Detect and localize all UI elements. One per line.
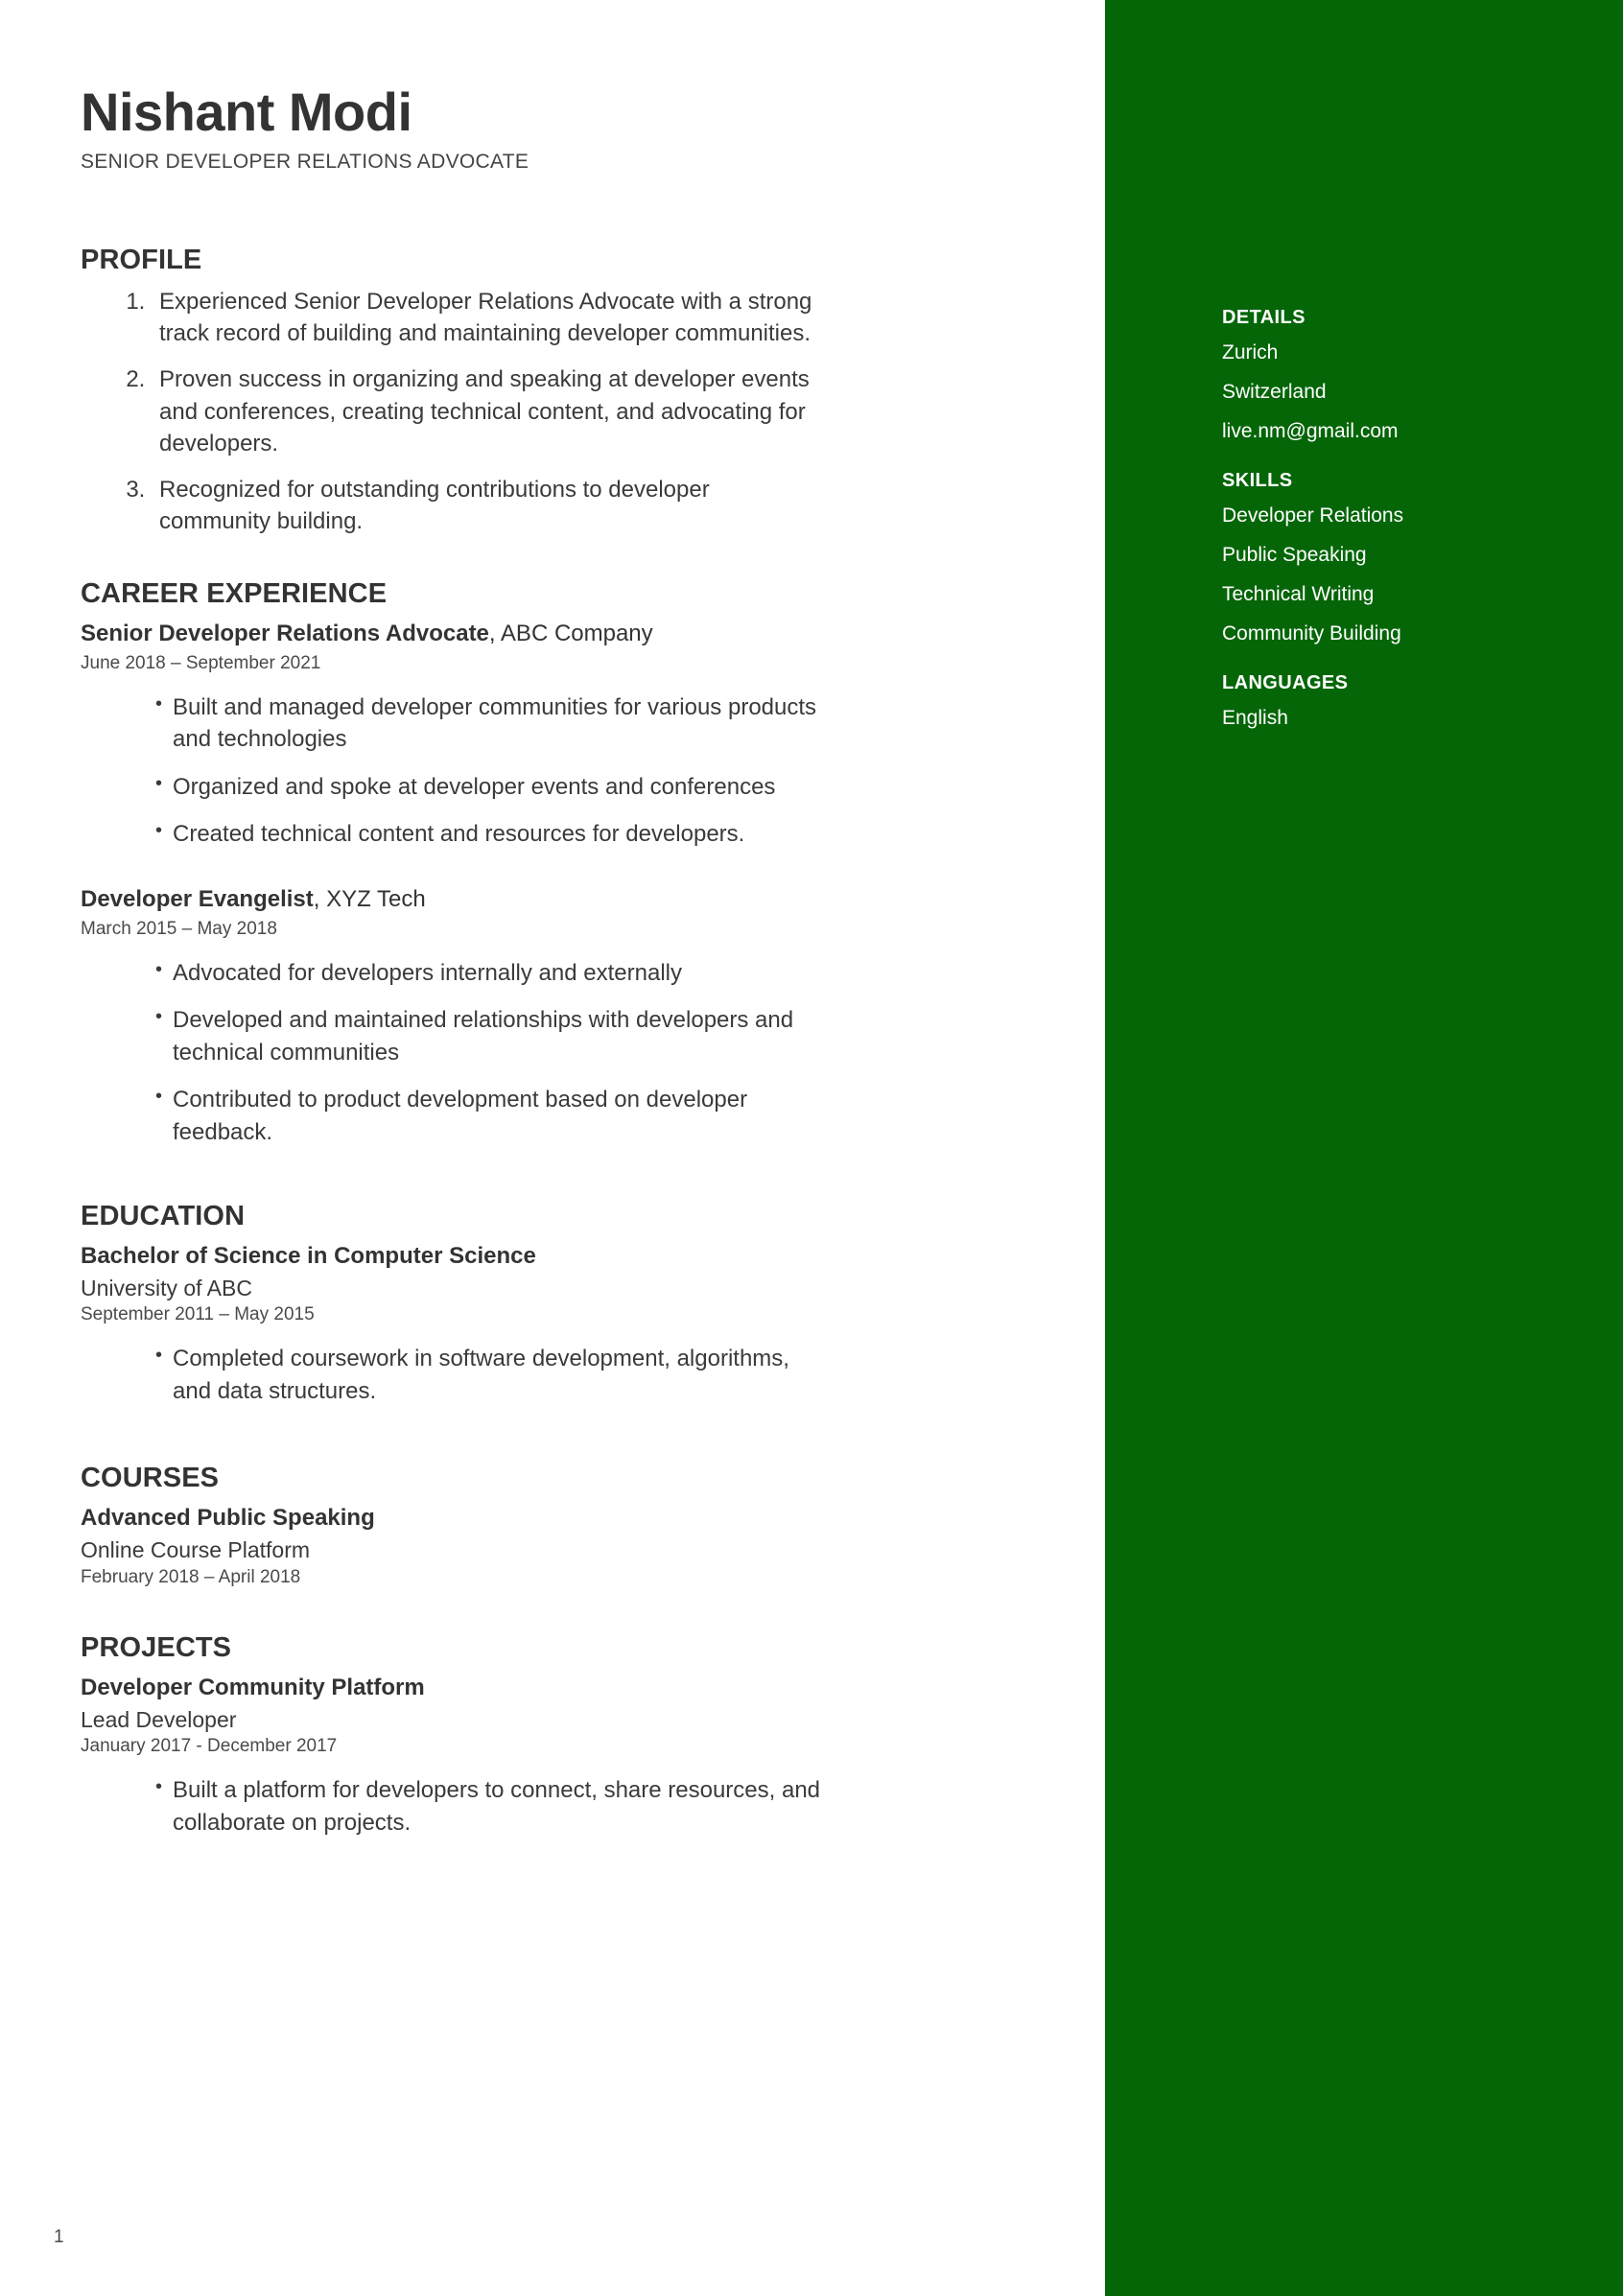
- course-provider: Online Course Platform: [81, 1537, 311, 1563]
- sidebar-heading-skills: SKILLS: [1222, 470, 1293, 491]
- skill-item: Developer Relations: [1222, 504, 1404, 527]
- skill-item: Public Speaking: [1222, 544, 1367, 566]
- job-company: ABC Company: [500, 620, 653, 646]
- section-title-education: EDUCATION: [81, 1200, 246, 1231]
- project-dates: January 2017 - December 2017: [81, 1736, 338, 1757]
- section-title-projects: PROJECTS: [81, 1631, 232, 1663]
- institution-name: University of ABC: [81, 1275, 252, 1300]
- job-title-line: [81, 885, 1105, 914]
- education-entry: [81, 1242, 1105, 1408]
- profile-list: [81, 286, 823, 538]
- list-item: • Created technical content and resources for developers.: [155, 818, 827, 851]
- job-company: XYZ Tech: [326, 886, 426, 913]
- list-item: 3. Recognized for outstanding contributions to developer community building.: [152, 474, 823, 538]
- list-item: 2. Proven success in organizing and speaking at developer events and conferences, creating technical content, and advocating for developers.: [152, 363, 823, 460]
- project-bullets: [81, 1774, 827, 1839]
- course-dates: February 2018 – April 2018: [81, 1567, 301, 1588]
- section-title-career: CAREER EXPERIENCE: [81, 577, 388, 609]
- list-item: • Built and managed developer communities for various products and technologies: [155, 691, 827, 756]
- job-separator: ,: [488, 620, 501, 646]
- list-item: • Built a platform for developers to connect, share resources, and collaborate on projects.: [155, 1774, 827, 1839]
- skill-item: Community Building: [1222, 622, 1401, 644]
- section-projects: [81, 1632, 1105, 1839]
- degree-title: Bachelor of Science in Computer Science: [81, 1242, 536, 1269]
- page-number: 1: [54, 2227, 64, 2247]
- section-career-experience: [81, 578, 1105, 1149]
- detail-country: Switzerland: [1222, 381, 1327, 403]
- sidebar: [1105, 0, 1623, 2296]
- course-entry: [81, 1504, 1105, 1589]
- project-role: Lead Developer: [81, 1706, 237, 1732]
- job-bullets: [81, 691, 827, 851]
- sidebar-section-languages: [1222, 672, 1623, 728]
- sidebar-heading-details: DETAILS: [1222, 307, 1305, 328]
- course-name: Advanced Public Speaking: [81, 1505, 375, 1532]
- section-profile: [81, 245, 1105, 538]
- list-item: • Organized and spoke at developer events and conferences: [155, 771, 827, 804]
- candidate-role: SENIOR DEVELOPER RELATIONS ADVOCATE: [81, 150, 529, 173]
- candidate-name: Nishant Modi: [81, 82, 412, 142]
- sidebar-heading-languages: LANGUAGES: [1222, 672, 1349, 693]
- job-title-line: [81, 620, 1105, 648]
- job-title: Senior Developer Relations Advocate: [81, 620, 489, 646]
- education-dates: September 2011 – May 2015: [81, 1304, 315, 1325]
- list-item: • Completed coursework in software development, algorithms, and data structures.: [155, 1343, 827, 1407]
- project-entry: [81, 1674, 1105, 1839]
- section-title-courses: COURSES: [81, 1463, 220, 1494]
- detail-email[interactable]: live.nm@gmail.com: [1222, 420, 1399, 442]
- career-entry: [81, 885, 1105, 1149]
- section-title-profile: PROFILE: [81, 244, 202, 275]
- project-name: Developer Community Platform: [81, 1674, 425, 1700]
- sidebar-section-details: [1222, 307, 1623, 441]
- sidebar-section-skills: [1222, 470, 1623, 644]
- section-courses: [81, 1463, 1105, 1589]
- section-education: [81, 1201, 1105, 1408]
- job-dates: June 2018 – September 2021: [81, 652, 321, 673]
- job-dates: March 2015 – May 2018: [81, 919, 277, 940]
- detail-city: Zurich: [1222, 341, 1279, 363]
- job-separator: ,: [313, 886, 327, 913]
- job-bullets: [81, 957, 827, 1149]
- language-item: English: [1222, 707, 1288, 729]
- skill-item: Technical Writing: [1222, 583, 1375, 605]
- list-item: • Contributed to product development based on developer feedback.: [155, 1084, 827, 1148]
- list-item: • Advocated for developers internally and externally: [155, 957, 827, 990]
- list-item: • Developed and maintained relationships with developers and technical communities: [155, 1004, 827, 1068]
- job-title: Developer Evangelist: [81, 886, 314, 913]
- education-bullets: [81, 1343, 827, 1407]
- career-entry: [81, 620, 1105, 851]
- header-block: [81, 84, 1105, 174]
- list-item: 1. Experienced Senior Developer Relations Advocate with a strong track record of building and maintaining developer communities.: [152, 286, 823, 350]
